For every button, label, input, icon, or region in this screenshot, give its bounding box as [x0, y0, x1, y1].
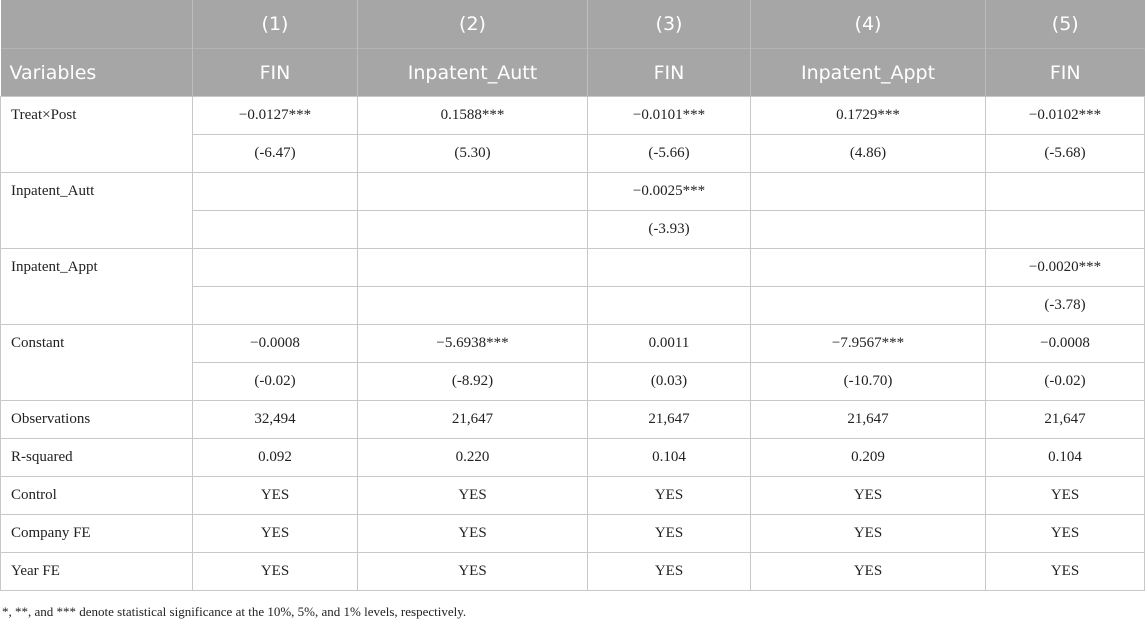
value-cell: 0.092	[193, 439, 358, 477]
tstat-cell	[358, 211, 588, 249]
tstat-cell	[986, 211, 1145, 249]
coef-cell: −5.6938***	[358, 325, 588, 363]
row-label-inpatent-appt: Inpatent_Appt	[1, 249, 193, 325]
coef-cell: −0.0025***	[588, 173, 751, 211]
column-label-5: FIN	[986, 49, 1145, 97]
value-cell: YES	[986, 515, 1145, 553]
coef-cell: 0.1588***	[358, 97, 588, 135]
coef-cell	[751, 249, 986, 287]
table-row	[1, 477, 1145, 515]
coef-cell	[986, 173, 1145, 211]
value-cell: 0.104	[986, 439, 1145, 477]
value-cell: YES	[193, 553, 358, 591]
table-header	[1, 0, 1145, 97]
column-label-1: FIN	[193, 49, 358, 97]
value-cell: YES	[588, 477, 751, 515]
tstat-cell: (-8.92)	[358, 363, 588, 401]
tstat-cell: (0.03)	[588, 363, 751, 401]
coef-cell	[588, 249, 751, 287]
value-cell: YES	[358, 515, 588, 553]
row-label-constant: Constant	[1, 325, 193, 401]
coef-cell: −0.0008	[986, 325, 1145, 363]
tstat-cell	[193, 211, 358, 249]
coef-cell: −0.0008	[193, 325, 358, 363]
value-cell: YES	[751, 515, 986, 553]
column-label-2: Inpatent_Autt	[358, 49, 588, 97]
coef-cell	[193, 249, 358, 287]
variables-header: Variables	[1, 49, 193, 97]
column-number-3: (3)	[588, 0, 751, 49]
column-number-2: (2)	[358, 0, 588, 49]
tstat-cell	[193, 287, 358, 325]
value-cell: 0.104	[588, 439, 751, 477]
column-number-4: (4)	[751, 0, 986, 49]
tstat-cell: (4.86)	[751, 135, 986, 173]
coef-cell	[358, 249, 588, 287]
value-cell: 21,647	[751, 401, 986, 439]
tstat-cell: (5.30)	[358, 135, 588, 173]
coef-cell	[358, 173, 588, 211]
row-label-r-squared: R-squared	[1, 439, 193, 477]
tstat-cell: (-0.02)	[193, 363, 358, 401]
table-body	[1, 97, 1145, 591]
tstat-cell	[358, 287, 588, 325]
tstat-cell: (-3.93)	[588, 211, 751, 249]
coef-cell: −0.0020***	[986, 249, 1145, 287]
tstat-cell	[751, 211, 986, 249]
coef-cell: 0.1729***	[751, 97, 986, 135]
value-cell: YES	[751, 477, 986, 515]
tstat-cell	[588, 287, 751, 325]
value-cell: 0.220	[358, 439, 588, 477]
row-label-control: Control	[1, 477, 193, 515]
tstat-cell: (-6.47)	[193, 135, 358, 173]
column-number-5: (5)	[986, 0, 1145, 49]
coef-cell: −7.9567***	[751, 325, 986, 363]
value-cell: YES	[986, 477, 1145, 515]
table-row	[1, 439, 1145, 477]
table-row	[1, 249, 1145, 287]
row-label-treat-post: Treat×Post	[1, 97, 193, 173]
coef-cell: −0.0102***	[986, 97, 1145, 135]
row-label-observations: Observations	[1, 401, 193, 439]
tstat-cell: (-3.78)	[986, 287, 1145, 325]
table-footnote: *, **, and *** denote statistical significance at the 10%, 5%, and 1% levels, respectively.	[2, 604, 467, 619]
coef-cell: −0.0127***	[193, 97, 358, 135]
value-cell: 21,647	[358, 401, 588, 439]
value-cell: 21,647	[986, 401, 1145, 439]
value-cell: YES	[358, 553, 588, 591]
tstat-cell	[751, 287, 986, 325]
table-row	[1, 173, 1145, 211]
table-row	[1, 325, 1145, 363]
coef-cell	[193, 173, 358, 211]
tstat-cell: (-10.70)	[751, 363, 986, 401]
value-cell: YES	[358, 477, 588, 515]
coef-cell: −0.0101***	[588, 97, 751, 135]
value-cell: 32,494	[193, 401, 358, 439]
header-row-column-labels	[1, 49, 1145, 97]
value-cell: YES	[193, 515, 358, 553]
table-row	[1, 401, 1145, 439]
tstat-cell: (-5.68)	[986, 135, 1145, 173]
value-cell: YES	[588, 515, 751, 553]
column-label-3: FIN	[588, 49, 751, 97]
tstat-cell: (-5.66)	[588, 135, 751, 173]
column-label-4: Inpatent_Appt	[751, 49, 986, 97]
coef-cell: 0.0011	[588, 325, 751, 363]
value-cell: YES	[193, 477, 358, 515]
row-label-inpatent-autt: Inpatent_Autt	[1, 173, 193, 249]
value-cell: YES	[751, 553, 986, 591]
value-cell: 21,647	[588, 401, 751, 439]
header-row-column-numbers	[1, 0, 1145, 49]
coef-cell	[751, 173, 986, 211]
column-number-1: (1)	[193, 0, 358, 49]
tstat-cell: (-0.02)	[986, 363, 1145, 401]
header-corner-cell	[1, 0, 193, 49]
table-row	[1, 97, 1145, 135]
value-cell: YES	[986, 553, 1145, 591]
table-row	[1, 515, 1145, 553]
row-label-company-fe: Company FE	[1, 515, 193, 553]
value-cell: YES	[588, 553, 751, 591]
table-row	[1, 553, 1145, 591]
row-label-year-fe: Year FE	[1, 553, 193, 591]
value-cell: 0.209	[751, 439, 986, 477]
